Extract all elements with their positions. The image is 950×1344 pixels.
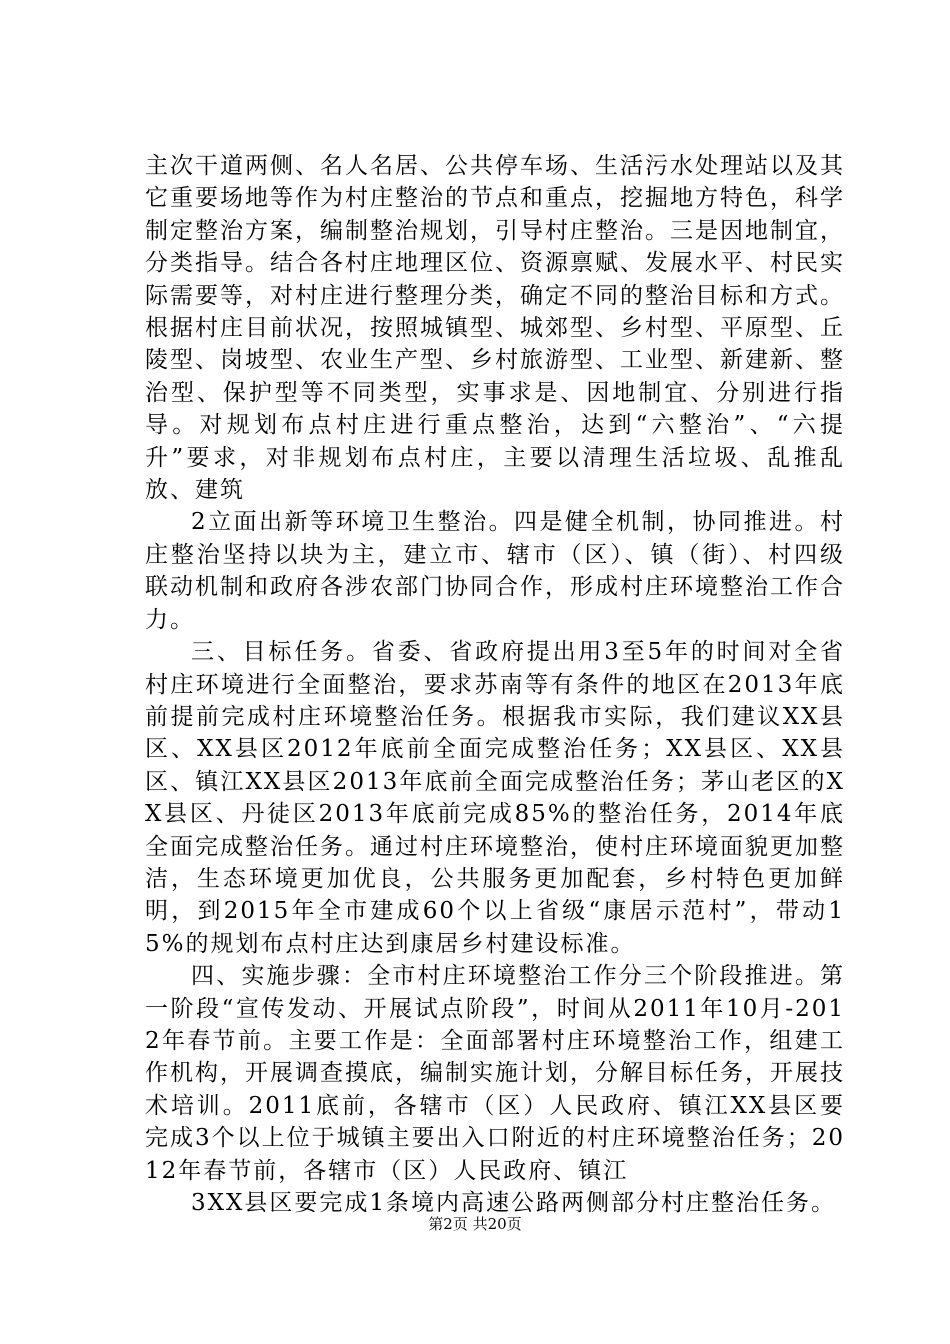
page-footer: 第2页 共20页 [428, 1215, 522, 1233]
paragraph-5: 3XX县区要完成1条境内高速公路两侧部分村庄整治任务。 [191, 1190, 837, 1216]
document-body [145, 150, 845, 1219]
paragraph-1: 主次干道两侧、名人名居、公共停车场、生活污水处理站以及其它重要场地等作为村庄整治的节点和重点，挖掘地方特色，科学制定整治方案，编制整治规划，引导村庄整治。三是因地制宜，分类指导。结合各村庄地理区位、资源禀赋、发展水平、村民实际需要等，对村庄进行整理分类，确定不同的整治目标和方式。根据村庄目前状况，按照城镇型、城郊型、乡村型、平原型、丘陵型、岗坡型、农业生产型、乡村旅游型、工业型、新建新、整治型、保护型等不同类型，实事求是、因地制宜、分别进行指导。对规划布点村庄进行重点整治，达到“六整治”、“六提升”要求，对非规划布点村庄，主要以清理生活垃圾、乱推乱放、建筑 [145, 153, 845, 504]
paragraph-2: 2立面出新等环境卫生整治。四是健全机制，协同推进。村庄整治坚持以块为主，建立市、辖市（区）、镇（街）、村四级联动机制和政府各涉农部门协同合作，形成村庄环境整治工作合力。 [145, 509, 845, 633]
paragraph-3: 三、目标任务。省委、省政府提出用3至5年的时间对全省村庄环境进行全面整治，要求苏南等有条件的地区在2013年底前提前完成村庄环境整治任务。根据我市实际，我们建议XX县区、XX县区2012年底前全面完成整治任务；XX县区、XX县区、镇江XX县区2013年底前全面完成整治任务；茅山老区的XX县区、丹徒区2013年底前完成85%的整治任务，2014年底全面完成整治任务。通过村庄环境整治，使村庄环境面貌更加整洁，生态环境更加优良，公共服务更加配套，乡村特色更加鲜明，到2015年全市建成60个以上省级“康居示范村”，带动15%的规划布点村庄达到康居乡村建设标准。 [145, 639, 845, 957]
paragraph-4: 四、实施步骤：全市村庄环境整治工作分三个阶段推进。第一阶段“宣传发动、开展试点阶段”，时间从2011年10月-2012年春节前。主要工作是：全面部署村庄环境整治工作，组建工作机构，开展调查摸底，编制实施计划，分解目标任务，开展技术培训。2011底前，各辖市（区）人民政府、镇江XX县区要完成3个以上位于城镇主要出入口附近的村庄环境整治任务；2012年春节前，各辖市（区）人民政府、镇江 [145, 963, 845, 1184]
